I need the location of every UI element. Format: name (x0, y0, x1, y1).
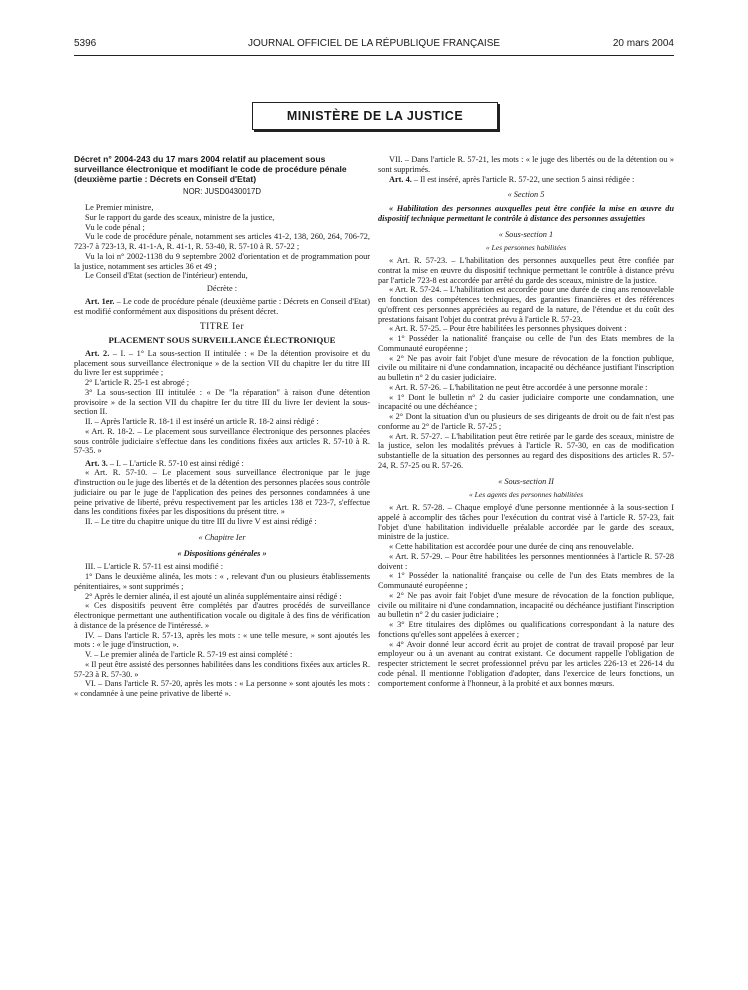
paragraph: « 2° Ne pas avoir fait l'objet d'une mesure de révocation de la fonction publique, civile ou militaire ni d'une condamnation, incapacité ou déchéance justifiant l'inscription au bulletin n° 2 du casier judiciaire. (378, 353, 674, 382)
sous-section-2-title: « Les agents des personnes habilitées (468, 490, 584, 500)
paragraph: « Art. R. 57-25. – Pour être habilitées les personnes physiques doivent : (389, 324, 627, 334)
article-4 (378, 175, 674, 185)
paragraph: IV. – Dans l'article R. 57-13, après les mots : « une telle mesure, » sont ajoutés les mots : « le juge d'instruction, ». (74, 630, 370, 650)
sous-section-1-heading: « Sous-section 1 (498, 229, 554, 239)
paragraph: 3° La sous-section III intitulée : « De "la réparation" à raison d'une détention provisoire » de la section VII du chapitre Ier du titre III du livre Ier devient la sous-section II. (74, 387, 370, 417)
paragraph: « Art. R. 57-29. – Pour être habilitées les personnes mentionnées à l'article R. 57-28 doivent : (378, 551, 674, 571)
decree-intro (74, 203, 370, 281)
paragraph: « 1° Posséder la nationalité française ou celle de l'un des Etats membres de la Communauté européenne ; (378, 571, 674, 590)
intro-line: Le Premier ministre, (85, 203, 154, 213)
article-2 (74, 349, 370, 378)
left-column (74, 155, 370, 699)
paragraph: « Art. R. 57-24. – L'habilitation est accordée pour une durée de cinq ans renouvelable en fonction des compétences techniques, des garanties financières et des références qu'offrent ces personnes appréciées au regard de la nature, de l'étendue et du coût des prestations faisant l'objet du contrat prévu à l'article R. 57-23. (378, 285, 674, 324)
section-5-heading: « Section 5 (507, 190, 545, 200)
paragraph: « Art. R. 57-10. – Le placement sous surveillance électronique par le juge d'instruction ou le juge des libertés et de la détention des personnes placées sous contrôle judiciaire ou par le juge de l'application des peines des personnes condamnées à une peine privative de liberté, prévu respectivement par les articles 138 et 723-7, s'effectue dans les conditions fixées par les dispositions du présent titre. » (74, 468, 370, 517)
article-text: – Le code de procédure pénale (deuxième partie : Décrets en Conseil d'Etat) est modifié conformément aux dispositions du présent décret. (74, 296, 370, 316)
article-3 (74, 459, 370, 469)
paragraph: « Art. R. 57-23. – L'habilitation des personnes auxquelles peut être confiée par contrat la mise en œuvre du dispositif technique permettant le contrôle à distance prévu par l'article 723-8 est accordée par arrêté du garde des sceaux, ministre de la justice. (378, 256, 674, 285)
journal-title: JOURNAL OFFICIEL DE LA RÉPUBLIQUE FRANÇAISE (247, 38, 501, 49)
paragraph: « 3° Etre titulaires des diplômes ou qualifications correspondant à la nature des fonctions qu'elles sont appelées à exercer ; (378, 620, 674, 639)
intro-line: Le Conseil d'Etat (section de l'intérieur) entendu, (85, 271, 248, 281)
article-label: Art. 2. (85, 348, 110, 358)
paragraph: « Cette habilitation est accordée pour une durée de cinq ans renouvelable. (389, 542, 634, 551)
chapitre-heading: « Chapitre Ier (198, 532, 246, 542)
article-text: – I. – 1° La sous-section II intitulée : « De la détention provisoire et du placement sous surveillance électronique » de la section VII du chapitre Ier du titre III du livre Ier est supprimée ; (74, 348, 370, 378)
article-label: Art. 4. (389, 174, 412, 184)
decrete-line: Décrète : (206, 284, 238, 294)
paragraph: II. – Le titre du chapitre unique du titre III du livre V est ainsi rédigé : (85, 517, 317, 527)
paragraph: 2° Après le dernier alinéa, il est ajouté un alinéa supplémentaire ainsi rédigé : (85, 591, 342, 601)
paragraph: « 1° Dont le bulletin n° 2 du casier judiciaire comporte une condamnation, une incapacité ou une déchéance ; (378, 392, 674, 412)
issue-date: 20 mars 2004 (612, 38, 674, 49)
section-5-title: « Habilitation des personnes auxquelles peut être confiée la mise en œuvre du dispositif technique permettant le contrôle à distance des personnes assujetties (378, 204, 674, 223)
header-rule (74, 55, 674, 56)
paragraph: « 1° Posséder la nationalité française ou celle de l'un des Etats membres de la Communauté européenne ; (378, 334, 674, 353)
paragraph: « Art. R. 57-27. – L'habilitation peut être retirée par le garde des sceaux, ministre de la justice, selon les modalités prévues à l'article R. 57-30, en cas de modification substantielle de la situation des personnes au regard des dispositions des articles R. 57-24, R. 57-25 ou R. 57-26. (378, 431, 674, 470)
article-label: Art. 1er. (85, 296, 115, 306)
article-text: – Il est inséré, après l'article R. 57-22, une section 5 ainsi rédigée : (411, 174, 635, 184)
intro-line: Vu le code pénal ; (85, 222, 145, 232)
paragraph: VII. – Dans l'article R. 57-21, les mots : « le juge des libertés ou de la détention ou » sont supprimés. (378, 155, 674, 174)
paragraph: « Art. R. 57-28. – Chaque employé d'une personne mentionnée à la sous-section I appelé à accomplir des tâches pour l'exécution du contrat visé à l'article R. 57-23, fait l'objet d'une habilitation individuelle préalable accordée par le garde des sceaux, ministre de la justice. (378, 503, 674, 542)
paragraph: « 4° Avoir donné leur accord écrit au projet de contrat de travail proposé par leur employeur ou à un avenant au contrat existant. Ce document rappelle l'obligation de respecter strictement le secret professionnel prévu par les articles 226-13 et 226-14 du code pénal. Il mentionne l'obligation d'adopter, dans l'exercice de leurs fonctions, un comportement conforme à l'honneur, à la probité et aux bonnes mœurs. (378, 639, 674, 688)
paragraph: « 2° Dont la situation d'un ou plusieurs de ses dirigeants de droit ou de fait n'est pas conforme au 2° de l'article R. 57-25 ; (378, 412, 674, 431)
decree-title: Décret n° 2004-243 du 17 mars 2004 relatif au placement sous surveillance électronique et modifiant le code de procédure pénale (deuxième partie : Décrets en Conseil d'Etat) (74, 154, 347, 184)
placement-heading: PLACEMENT SOUS SURVEILLANCE ÉLECTRONIQUE (108, 335, 336, 346)
paragraph: 1° Dans le deuxième alinéa, les mots : « , relevant d'un ou plusieurs établissements pénitentiaires, » sont supprimés ; (74, 572, 370, 591)
paragraph: « 2° Ne pas avoir fait l'objet d'une mesure de révocation de la fonction publique, civile ou militaire ni d'une condamnation, incapacité ou déchéance justifiant l'inscription au bulletin n° 2 du casier judiciaire ; (378, 590, 674, 620)
intro-line: Vu le code de procédure pénale, notamment ses articles 41-2, 138, 260, 264, 706-72, 723-7 à 723-13, R. 41-1-A, R. 41-1, R. 53-40, R. 57-10 à R. 57-22 ; (74, 232, 370, 252)
paragraph: II. – Après l'article R. 18-1 il est inséré un article R. 18-2 ainsi rédigé : (85, 417, 319, 427)
intro-line: Vu la loi n° 2002-1138 du 9 septembre 2002 d'orientation et de programmation pour la justice, notamment ses articles 36 et 49 ; (74, 251, 370, 271)
paragraph: VI. – Dans l'article R. 57-20, après les mots : « La personne » sont ajoutés les mots : « condamnée à une peine privative de liberté ». (74, 679, 370, 699)
sous-section-2-heading: « Sous-section II (498, 476, 554, 486)
paragraph: « Art. R. 57-26. – L'habilitation ne peut être accordée à une personne morale : (389, 382, 648, 392)
paragraph: 2° L'article R. 25-1 est abrogé ; (85, 378, 190, 388)
titre-heading: TITRE Ier (199, 322, 245, 333)
dispositions-heading: « Dispositions générales » (177, 548, 267, 558)
nor-reference: NOR: JUSD0430017D (182, 187, 261, 197)
paragraph: « Ces dispositifs peuvent être complétés par d'autres procédés de surveillance électronique permettant une authentification vocale ou digitale à des fins de vérification à distance de la présence de l'intéressé. » (74, 601, 370, 630)
paragraph: « Art. R. 18-2. – Le placement sous surveillance électronique des personnes placées sous contrôle judiciaire s'effectue dans les conditions fixées aux articles R. 57-10 à R. 57-35. » (74, 426, 370, 456)
paragraph: III. – L'article R. 57-11 est ainsi modifié : (85, 562, 224, 572)
sous-section-1-title: « Les personnes habilitées (485, 243, 567, 253)
article-text: – I. – L'article R. 57-10 est ainsi rédigé : (107, 458, 244, 468)
paragraph: V. – Le premier alinéa de l'article R. 57-19 est ainsi complété : (85, 650, 293, 660)
intro-line: Sur le rapport du garde des sceaux, ministre de la justice, (85, 212, 275, 222)
page-header (74, 38, 674, 54)
right-column (378, 155, 674, 688)
paragraph: « Il peut être assisté des personnes habilitées dans les conditions fixées aux articles R. 57-23 à R. 57-30. » (74, 659, 371, 679)
page-number: 5396 (74, 38, 97, 49)
article-1 (74, 297, 370, 317)
ministry-box: MINISTÈRE DE LA JUSTICE (252, 102, 498, 130)
article-label: Art. 3. (85, 458, 108, 468)
